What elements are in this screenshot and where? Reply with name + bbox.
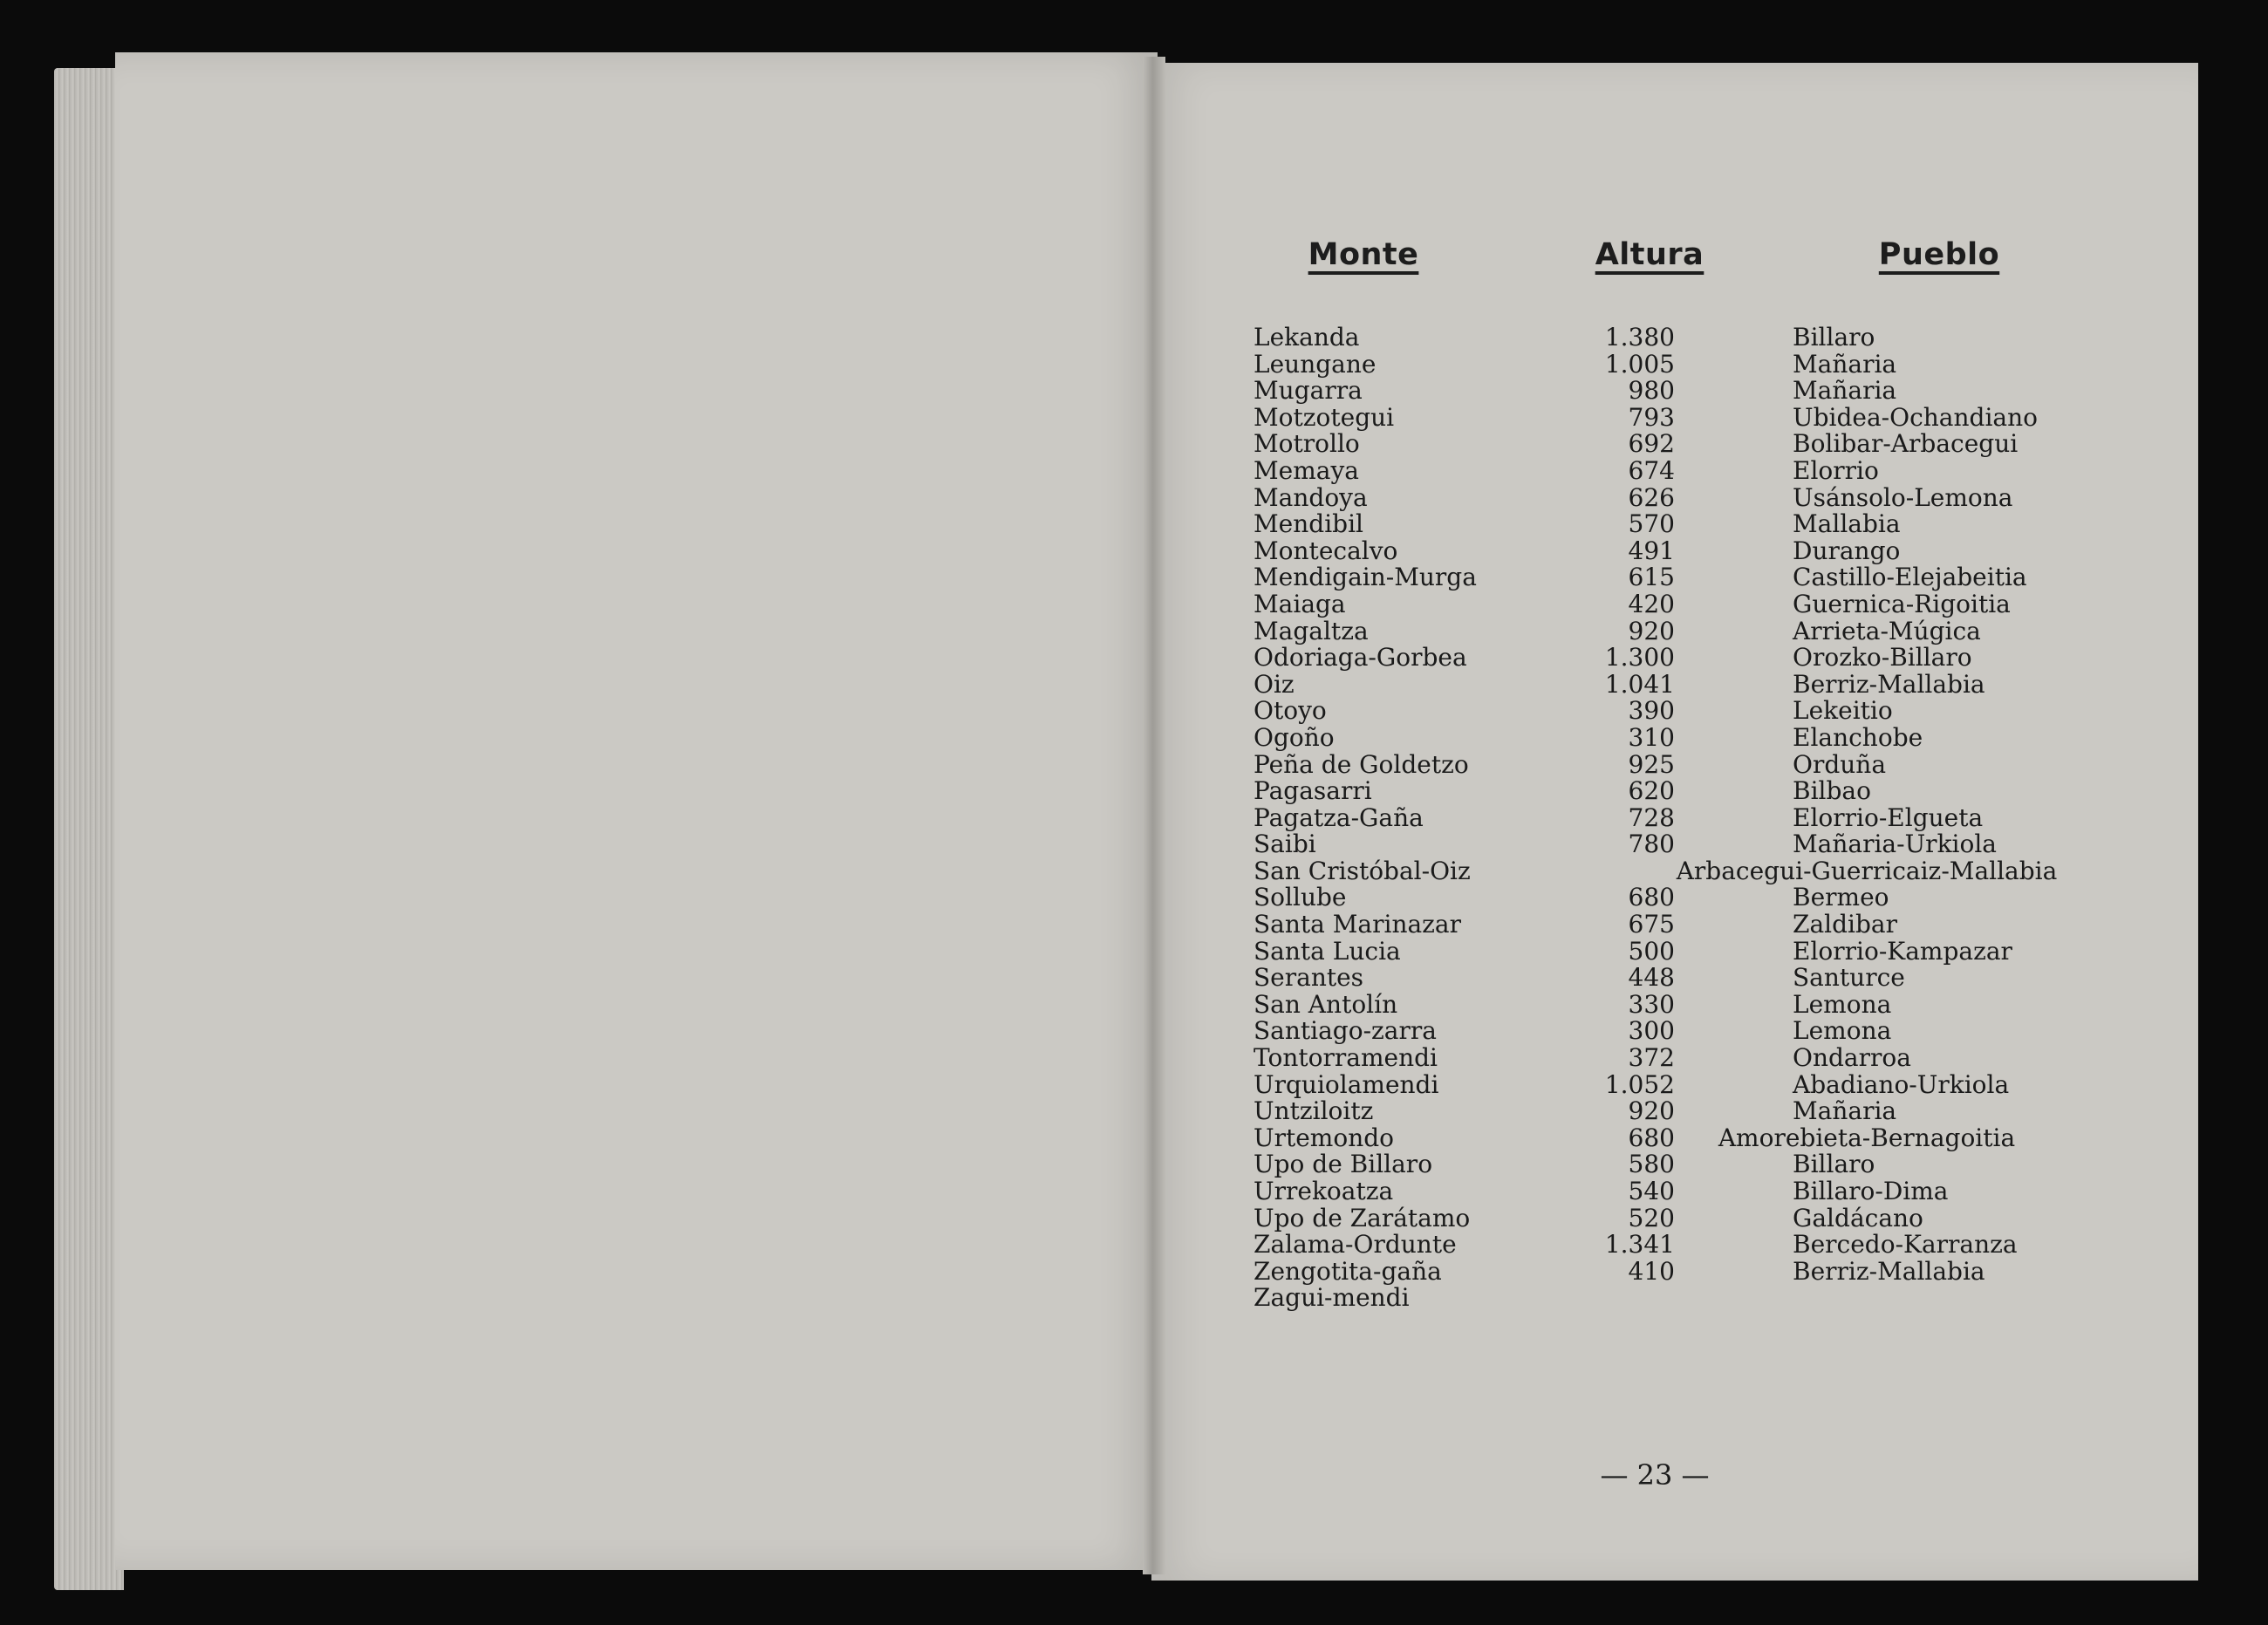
cell-altura: 674 bbox=[1628, 455, 1675, 485]
table-row bbox=[0, 722, 2268, 752]
table-row bbox=[0, 965, 2268, 992]
cell-altura: 920 bbox=[1628, 616, 1675, 645]
cell-monte: Tontorramendi bbox=[1254, 1043, 1438, 1073]
cell-monte: Mendibil bbox=[1254, 509, 1363, 539]
table-row bbox=[0, 564, 2268, 591]
cell-pueblo: Castillo-Elejabeitia bbox=[1793, 563, 2027, 592]
cell-monte: Mugarra bbox=[1254, 376, 1363, 406]
cell-monte: Untziloitz bbox=[1254, 1096, 1374, 1126]
page-number: — 23 — bbox=[1600, 1458, 1710, 1492]
cell-monte: Motrollo bbox=[1254, 429, 1360, 459]
cell-pueblo: Berriz-Mallabia bbox=[1793, 1256, 1985, 1286]
table-row bbox=[0, 936, 2268, 966]
table-row bbox=[0, 778, 2268, 805]
cell-altura: 680 bbox=[1628, 883, 1675, 912]
cell-altura: 680 bbox=[1628, 1123, 1675, 1152]
cell-monte: Maiaga bbox=[1254, 589, 1346, 618]
cell-altura: 580 bbox=[1628, 1150, 1675, 1179]
table-row bbox=[0, 349, 2268, 379]
cell-monte: Mendigain-Murga bbox=[1254, 563, 1477, 592]
cell-monte: Zengotita-gaña bbox=[1254, 1256, 1442, 1286]
cell-monte: Urtemondo bbox=[1254, 1123, 1395, 1152]
cell-altura: 372 bbox=[1628, 1043, 1675, 1073]
cell-altura: 540 bbox=[1628, 1177, 1675, 1205]
cell-altura: 520 bbox=[1628, 1203, 1675, 1232]
cell-monte: Serantes bbox=[1254, 963, 1364, 993]
cell-altura: 500 bbox=[1628, 936, 1675, 966]
table-row bbox=[0, 669, 2268, 699]
table-row bbox=[0, 1178, 2268, 1205]
table-row bbox=[0, 538, 2268, 565]
cell-pueblo: Mallabia bbox=[1793, 509, 1901, 539]
cell-altura: 1.380 bbox=[1604, 323, 1675, 352]
cell-pueblo: Lekeitio bbox=[1793, 696, 1893, 726]
cell-pueblo: Bermeo bbox=[1793, 883, 1889, 912]
cell-monte: Motzotegui bbox=[1254, 402, 1395, 432]
table-row bbox=[0, 511, 2268, 538]
cell-pueblo: Elorrio-Elgueta bbox=[1793, 802, 1984, 832]
cell-monte: San Antolín bbox=[1254, 989, 1398, 1019]
cell-pueblo: Berriz-Mallabia bbox=[1793, 669, 1985, 699]
cell-altura: 330 bbox=[1628, 989, 1675, 1019]
cell-pueblo: Mañaria-Urkiola bbox=[1793, 830, 1997, 859]
table-row bbox=[0, 1256, 2268, 1286]
cell-altura: 920 bbox=[1628, 1096, 1675, 1126]
cell-monte: Saibi bbox=[1254, 830, 1316, 859]
cell-altura: 570 bbox=[1628, 509, 1675, 539]
cell-altura: 675 bbox=[1628, 910, 1675, 939]
table-row bbox=[0, 1205, 2268, 1232]
cell-pueblo: Ubidea-Ochandiano bbox=[1793, 402, 2038, 432]
cell-monte: Sollube bbox=[1254, 883, 1347, 912]
cell-monte: San Cristóbal-Oiz bbox=[1254, 856, 1471, 885]
table-row bbox=[0, 831, 2268, 858]
cell-pueblo: Mañaria bbox=[1793, 376, 1897, 406]
cell-pueblo: Santurce bbox=[1793, 963, 1905, 993]
cell-pueblo: Zaldibar bbox=[1793, 910, 1897, 939]
cell-monte: Memaya bbox=[1254, 455, 1359, 485]
cell-monte: Mandoya bbox=[1254, 482, 1368, 512]
table-row bbox=[0, 858, 2268, 885]
cell-monte: Peña de Goldetzo bbox=[1254, 749, 1469, 779]
cell-pueblo: Bercedo-Karranza bbox=[1793, 1230, 2018, 1260]
table-row bbox=[0, 591, 2268, 618]
table-row bbox=[0, 1018, 2268, 1045]
cell-altura: 310 bbox=[1628, 722, 1675, 752]
cell-monte: Oiz bbox=[1254, 669, 1295, 699]
cell-pueblo: Usánsolo-Lemona bbox=[1793, 482, 2013, 512]
cell-pueblo: Elanchobe bbox=[1793, 722, 1923, 752]
cell-pueblo: Orduña bbox=[1793, 749, 1887, 779]
cell-altura: 1.300 bbox=[1604, 643, 1675, 673]
cell-monte: Santa Lucia bbox=[1254, 936, 1401, 966]
column-header-monte: Monte bbox=[1308, 237, 1419, 272]
table-row bbox=[0, 378, 2268, 405]
cell-altura: 448 bbox=[1628, 963, 1675, 993]
table-row bbox=[0, 802, 2268, 832]
cell-pueblo: Durango bbox=[1793, 536, 1901, 565]
mountain-table bbox=[0, 324, 2268, 1312]
table-row bbox=[0, 1045, 2268, 1072]
table-row bbox=[0, 618, 2268, 645]
cell-pueblo: Arbacegui-Guerricaiz-Mallabia bbox=[1676, 856, 2058, 885]
cell-pueblo: Mañaria bbox=[1793, 1096, 1897, 1126]
cell-pueblo: Galdácano bbox=[1793, 1203, 1923, 1232]
cell-pueblo: Bilbao bbox=[1793, 776, 1871, 806]
cell-monte: Zagui-mendi bbox=[1254, 1283, 1410, 1313]
table-row bbox=[0, 749, 2268, 779]
table-row bbox=[0, 698, 2268, 725]
table-row bbox=[0, 324, 2268, 352]
cell-altura: 1.052 bbox=[1604, 1069, 1675, 1099]
cell-pueblo: Elorrio-Kampazar bbox=[1793, 936, 2012, 966]
cell-altura: 1.341 bbox=[1604, 1230, 1675, 1260]
cell-altura: 410 bbox=[1628, 1256, 1675, 1286]
cell-monte: Urrekoatza bbox=[1254, 1177, 1394, 1205]
cell-altura: 1.005 bbox=[1604, 349, 1675, 379]
cell-pueblo: Mañaria bbox=[1793, 349, 1897, 379]
column-header-pueblo: Pueblo bbox=[1878, 237, 2000, 272]
table-row bbox=[0, 402, 2268, 432]
cell-monte: Santa Marinazar bbox=[1254, 910, 1462, 939]
cell-pueblo: Guernica-Rigoitia bbox=[1793, 589, 2011, 618]
cell-pueblo: Billaro bbox=[1793, 323, 1875, 352]
cell-monte: Urquiolamendi bbox=[1254, 1069, 1439, 1099]
cell-altura: 1.041 bbox=[1604, 669, 1675, 699]
cell-pueblo: Arrieta-Múgica bbox=[1793, 616, 1981, 645]
cell-monte: Pagatza-Gaña bbox=[1254, 802, 1424, 832]
cell-altura: 980 bbox=[1628, 376, 1675, 406]
cell-pueblo: Lemona bbox=[1793, 1016, 1892, 1046]
table-row bbox=[0, 1232, 2268, 1259]
cell-pueblo: Ondarroa bbox=[1793, 1043, 1911, 1073]
cell-altura: 793 bbox=[1628, 402, 1675, 432]
cell-monte: Magaltza bbox=[1254, 616, 1369, 645]
cell-altura: 626 bbox=[1628, 482, 1675, 512]
cell-pueblo: Abadiano-Urkiola bbox=[1793, 1069, 2010, 1099]
cell-monte: Leungane bbox=[1254, 349, 1377, 379]
table-row bbox=[0, 912, 2268, 939]
table-row bbox=[0, 884, 2268, 912]
table-row bbox=[0, 431, 2268, 458]
cell-altura: 728 bbox=[1628, 802, 1675, 832]
table-row bbox=[0, 645, 2268, 672]
table-row bbox=[0, 1151, 2268, 1178]
table-row bbox=[0, 989, 2268, 1019]
table-row bbox=[0, 1285, 2268, 1312]
table-row bbox=[0, 1125, 2268, 1152]
cell-monte: Ogoño bbox=[1254, 722, 1335, 752]
cell-altura: 491 bbox=[1628, 536, 1675, 565]
cell-altura: 620 bbox=[1628, 776, 1675, 806]
cell-altura: 692 bbox=[1628, 429, 1675, 459]
cell-pueblo: Bolibar-Arbacegui bbox=[1793, 429, 2019, 459]
cell-pueblo: Billaro bbox=[1793, 1150, 1875, 1179]
cell-pueblo: Elorrio bbox=[1793, 455, 1879, 485]
cell-pueblo: Amorebieta-Bernagoitia bbox=[1718, 1123, 2016, 1152]
table-row bbox=[0, 482, 2268, 512]
cell-monte: Odoriaga-Gorbea bbox=[1254, 643, 1467, 673]
column-header-altura: Altura bbox=[1595, 237, 1704, 272]
cell-monte: Zalama-Ordunte bbox=[1254, 1230, 1457, 1260]
cell-pueblo: Billaro-Dima bbox=[1793, 1177, 1949, 1205]
cell-pueblo: Orozko-Billaro bbox=[1793, 643, 1972, 673]
cell-altura: 780 bbox=[1628, 830, 1675, 859]
cell-altura: 390 bbox=[1628, 696, 1675, 726]
table-row bbox=[0, 1098, 2268, 1125]
cell-altura: 925 bbox=[1628, 749, 1675, 779]
cell-monte: Montecalvo bbox=[1254, 536, 1398, 565]
table-row bbox=[0, 455, 2268, 485]
cell-monte: Lekanda bbox=[1254, 323, 1360, 352]
cell-pueblo: Lemona bbox=[1793, 989, 1892, 1019]
cell-monte: Pagasarri bbox=[1254, 776, 1372, 806]
cell-monte: Upo de Zarátamo bbox=[1254, 1203, 1471, 1232]
cell-altura: 420 bbox=[1628, 589, 1675, 618]
cell-monte: Santiago-zarra bbox=[1254, 1016, 1437, 1046]
cell-altura: 615 bbox=[1628, 563, 1675, 592]
cell-monte: Upo de Billaro bbox=[1254, 1150, 1433, 1179]
table-row bbox=[0, 1069, 2268, 1099]
cell-monte: Otoyo bbox=[1254, 696, 1327, 726]
cell-altura: 300 bbox=[1628, 1016, 1675, 1046]
